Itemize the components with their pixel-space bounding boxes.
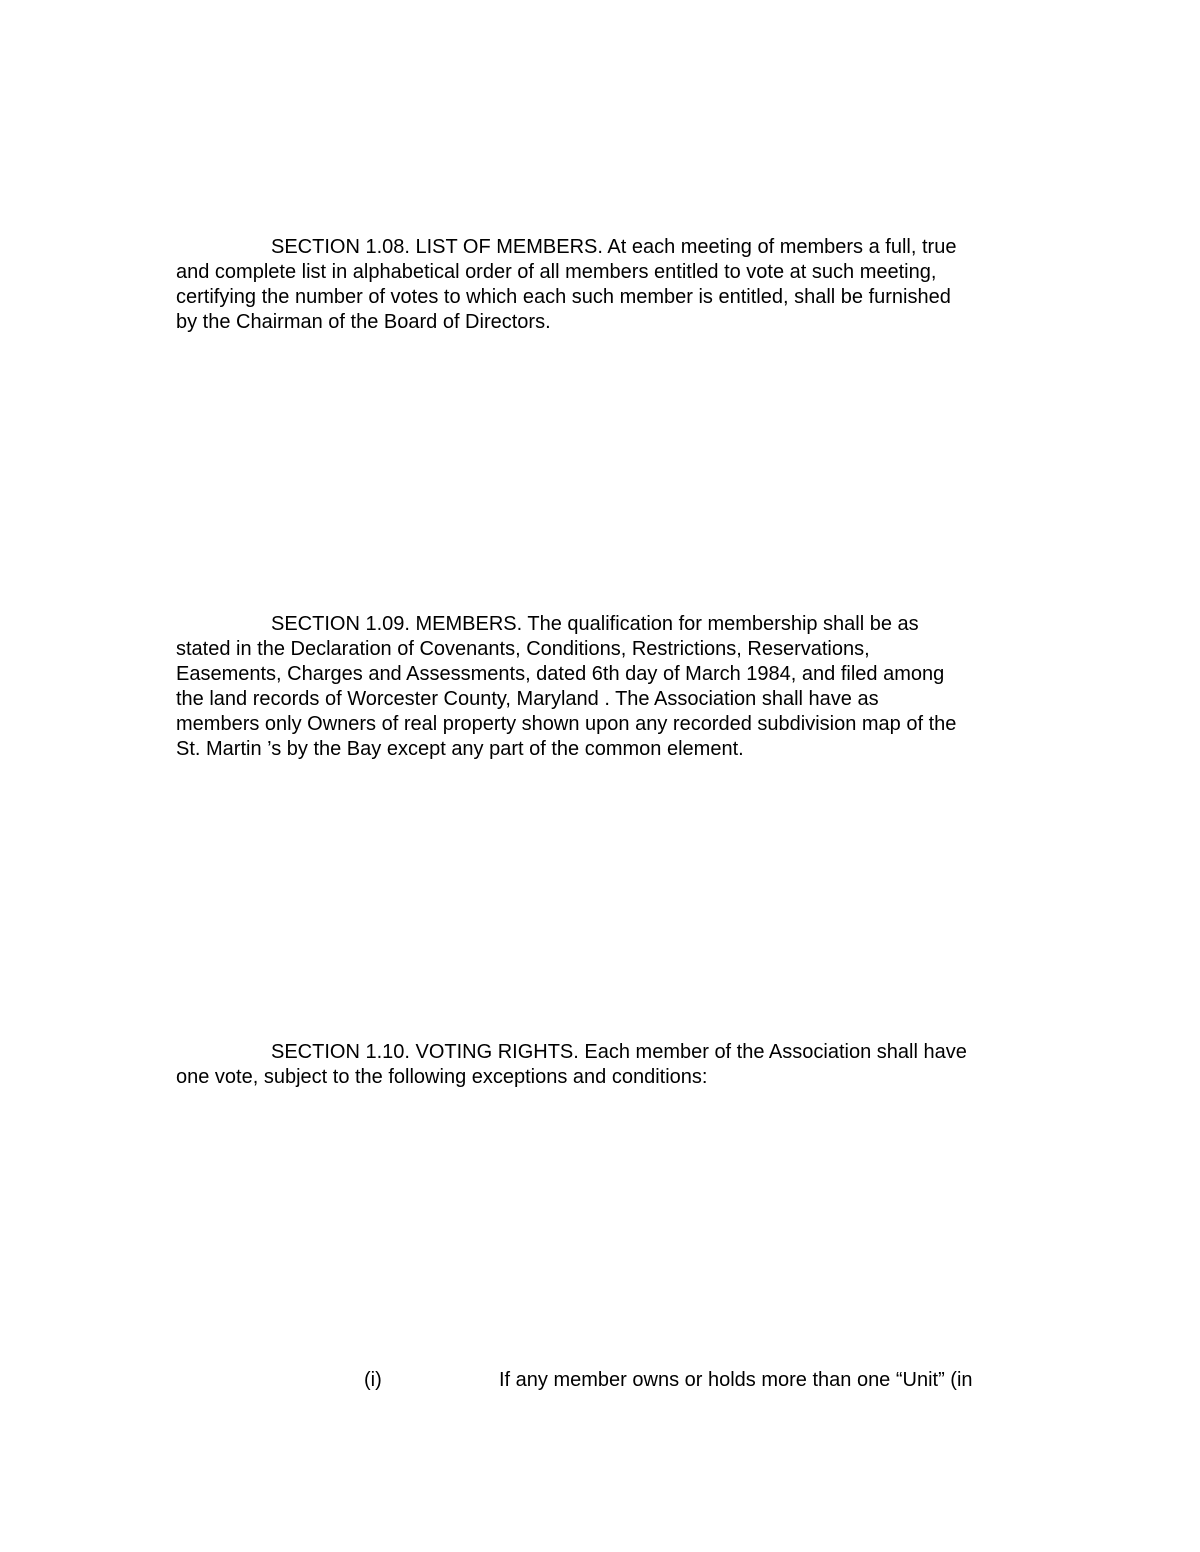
paragraph-line: SECTION 1.08. LIST OF MEMBERS. At each meeting of members a full, true xyxy=(271,236,957,258)
section-1-10-paragraph xyxy=(176,1040,1046,1090)
paragraph-line: by the Chairman of the Board of Directors. xyxy=(176,311,551,333)
paragraph-line: SECTION 1.10. VOTING RIGHTS. Each member of the Association shall have xyxy=(271,1041,967,1063)
paragraph-line: the land records of Worcester County, Maryland . The Association shall have as xyxy=(176,688,879,710)
paragraph-line: stated in the Declaration of Covenants, Conditions, Restrictions, Reservations, xyxy=(176,638,870,660)
paragraph-line: one vote, subject to the following exceptions and conditions: xyxy=(176,1066,708,1088)
section-1-08-paragraph xyxy=(176,235,1046,335)
paragraph-line: certifying the number of votes to which each such member is entitled, shall be furnished xyxy=(176,286,951,308)
paragraph-line: SECTION 1.09. MEMBERS. The qualification for membership shall be as xyxy=(271,613,919,635)
paragraph-line: members only Owners of real property shown upon any recorded subdivision map of the xyxy=(176,713,957,735)
section-1-09-paragraph xyxy=(176,612,1046,762)
paragraph-line: Easements, Charges and Assessments, dated 6th day of March 1984, and filed among xyxy=(176,663,945,685)
list-item-text: If any member owns or holds more than one “Unit” (in xyxy=(499,1369,973,1391)
list-item-i xyxy=(0,1368,1200,1393)
paragraph-line: St. Martin ’s by the Bay except any part of the common element. xyxy=(176,738,744,760)
list-item-number: (i) xyxy=(364,1369,382,1391)
paragraph-line: and complete list in alphabetical order of all members entitled to vote at such meeting, xyxy=(176,261,937,283)
